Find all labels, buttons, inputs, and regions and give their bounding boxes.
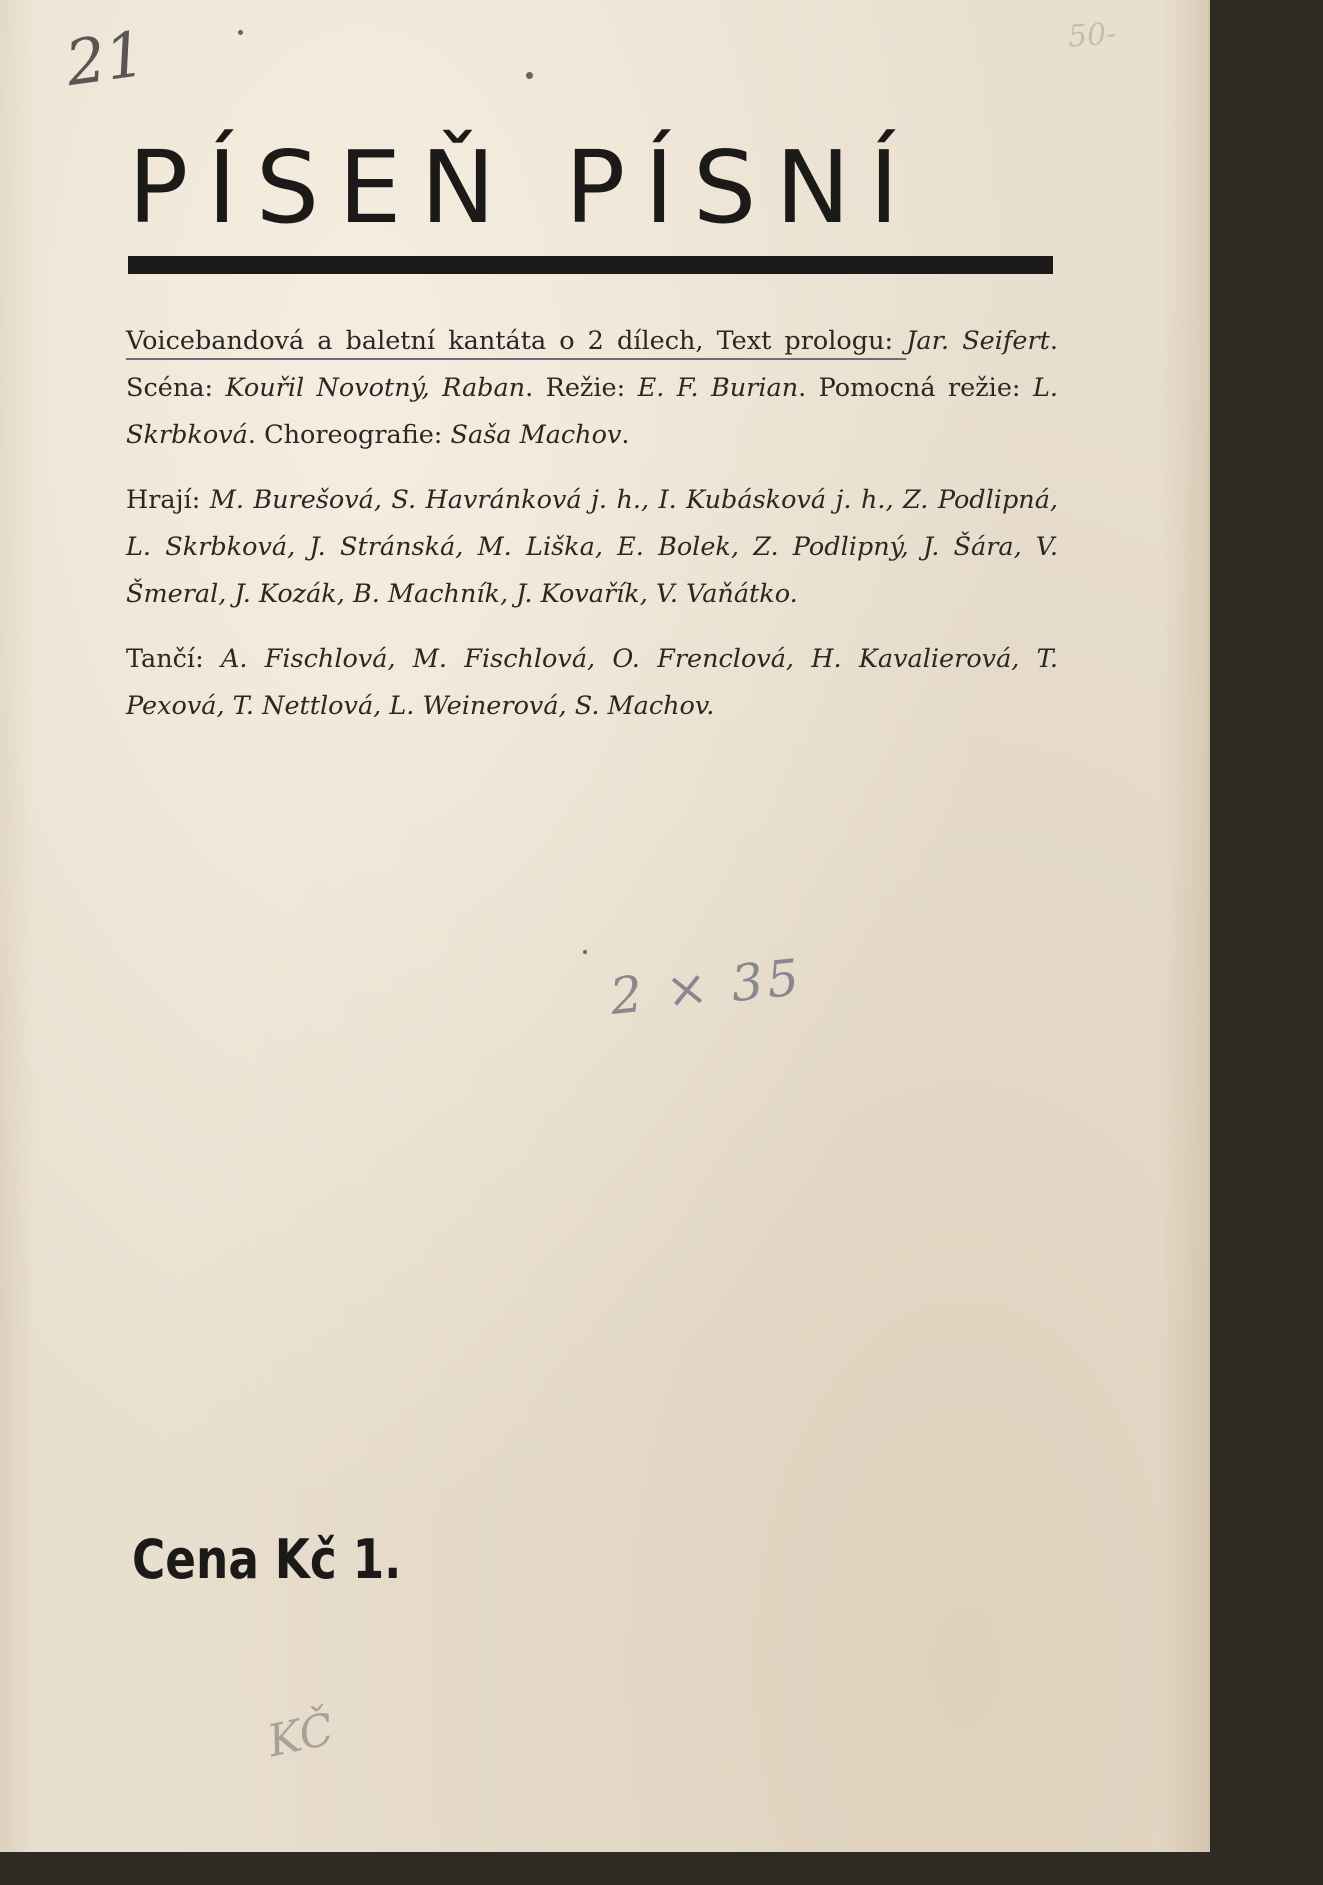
title-rule-divider xyxy=(128,256,1053,274)
dancers-label: Tančí: xyxy=(126,644,221,674)
handwritten-corner-number: 21 xyxy=(61,16,150,101)
intro-text: . Scéna: xyxy=(126,326,1058,403)
scena-credit: Kouřil Novotný, Raban xyxy=(225,373,526,403)
intro-text: . xyxy=(621,420,630,450)
intro-text: . Režie: xyxy=(525,373,638,403)
handwritten-top-right-note: 50- xyxy=(1066,16,1118,55)
prolog-author: Jar. Seifert xyxy=(906,326,1050,356)
cast-label: Hrají: xyxy=(126,485,210,515)
intro-text: . Choreografie: xyxy=(247,420,451,450)
paper-speck xyxy=(526,72,533,79)
paper-speck xyxy=(583,950,587,954)
cast-names: M. Burešová, S. Havránková j. h., I. Kubásková j. h., Z. Podlipná, L. Skrbková, J. Stránská, M. Liška, E. Bolek, Z. Podlipný, J. Šára, V. Šmeral, J. Kozák, B. Machník, J. Kovařík, V. Vaňátko. xyxy=(126,485,1058,609)
intro-paragraph xyxy=(126,318,1058,459)
rezie-credit: E. F. Burian xyxy=(637,373,799,403)
pomocna-rezie-credit: L. Skrbková xyxy=(126,373,1058,450)
paper-speck xyxy=(238,30,243,35)
price-label: Cena Kč 1. xyxy=(132,1528,402,1591)
cast-paragraph xyxy=(126,477,1058,618)
dancers-names: A. Fischlová, M. Fischlová, O. Frenclová, H. Kavalierová, T. Pexová, T. Nettlová, L. Weinerová, S. Machov. xyxy=(126,644,1058,721)
dancers-paragraph xyxy=(126,636,1058,730)
handwritten-middle-note: 2 × 35 xyxy=(607,948,806,1026)
intro-text: Voicebandová a baletní kantáta o 2 dílech, Text prologu: xyxy=(126,326,907,356)
credits-text-block xyxy=(126,318,1058,748)
handwritten-bottom-note: KČ xyxy=(263,1703,338,1768)
intro-text: . Pomocná režie: xyxy=(798,373,1033,403)
document-title: PÍSEŇ PÍSNÍ xyxy=(128,129,918,246)
choreografie-credit: Saša Machov xyxy=(450,420,622,450)
